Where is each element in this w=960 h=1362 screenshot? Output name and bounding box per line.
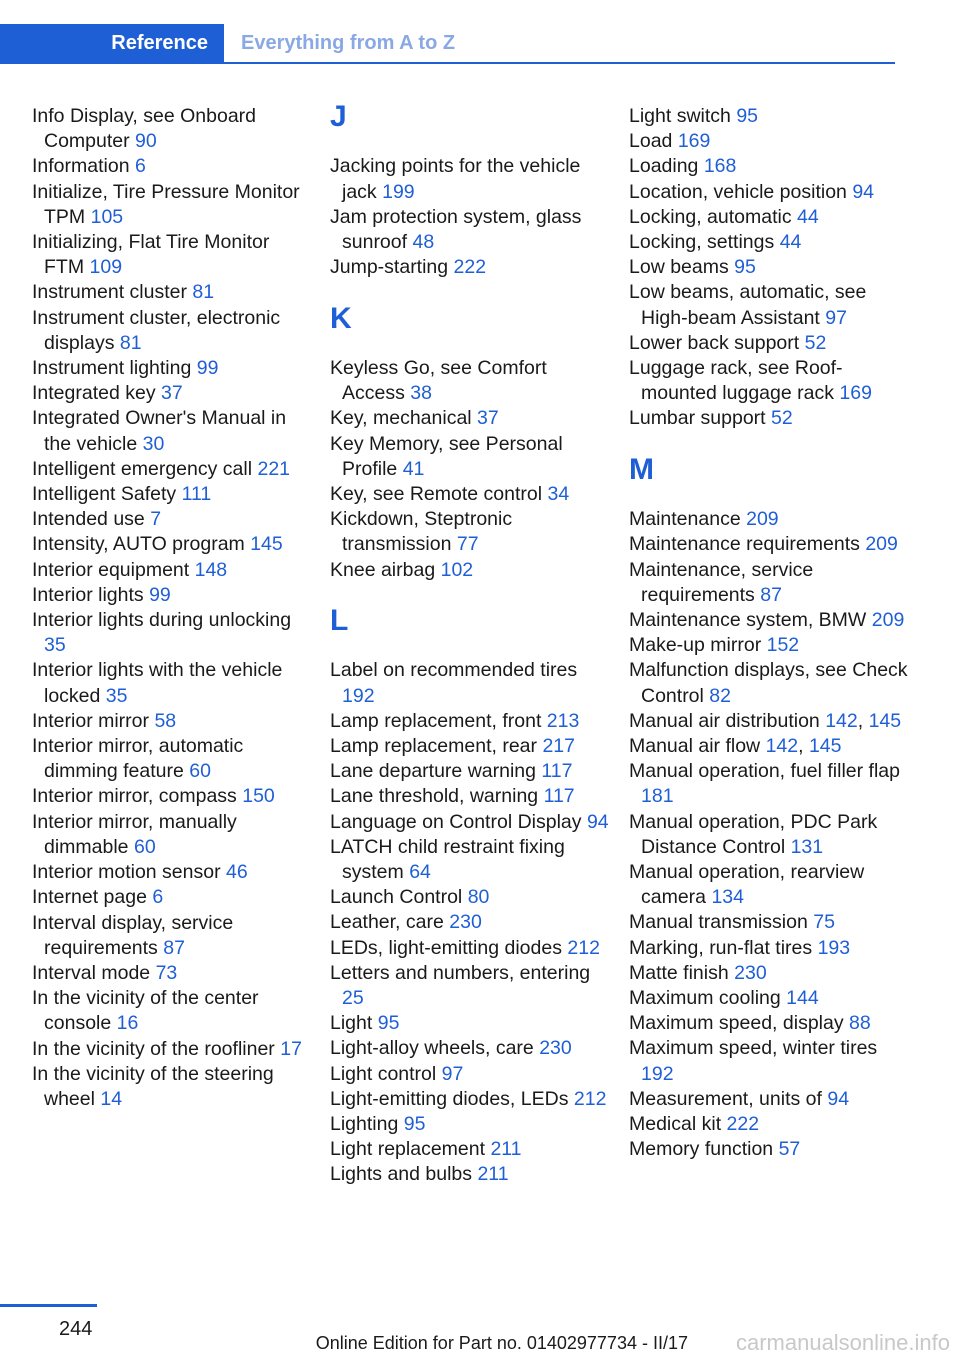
index-entry-text: Matte finish xyxy=(629,961,729,984)
index-entry xyxy=(32,180,312,230)
index-entry-text: Location, vehicle position xyxy=(629,180,847,203)
index-column-2 xyxy=(330,100,610,1188)
index-entry-text: Key Memory, see Personal Profile xyxy=(330,432,563,480)
index-entry xyxy=(32,457,312,482)
page-link[interactable]: 35 xyxy=(44,634,66,657)
index-entry-text: Key, mechanical xyxy=(330,407,472,430)
index-entry xyxy=(32,558,312,583)
page-link[interactable]: 209 xyxy=(746,508,779,531)
index-entry-text: LEDs, light-emitting diodes xyxy=(330,936,562,959)
index-entry-text: Maintenance requirements xyxy=(629,533,860,556)
index-entry-text: Internet page xyxy=(32,886,147,909)
index-entry-text: Interior lights during unlocking xyxy=(32,609,292,632)
page-link[interactable]: 73 xyxy=(155,961,178,984)
index-entry xyxy=(629,1087,909,1112)
index-entry xyxy=(629,205,909,230)
index-entry xyxy=(32,810,312,860)
page-link[interactable]: 152 xyxy=(766,634,800,657)
page-link[interactable]: 35 xyxy=(105,684,128,707)
index-entry-text: Manual operation, fuel filler flap xyxy=(629,760,900,783)
page-link[interactable]: 46 xyxy=(226,861,248,884)
index-entry xyxy=(330,658,610,708)
index-entry-text: Lane threshold, warning xyxy=(330,785,539,808)
page-link[interactable]: 117 xyxy=(541,760,573,783)
page-link[interactable]: 48 xyxy=(412,230,435,253)
index-entry-text: Measurement, units of xyxy=(629,1087,822,1110)
page-link[interactable]: 90 xyxy=(135,130,157,153)
index-entry xyxy=(330,1087,610,1112)
page-link[interactable]: 81 xyxy=(192,281,215,304)
index-entry xyxy=(330,810,610,835)
page-link[interactable]: 142 xyxy=(765,735,799,758)
index-entry-text: Keyless Go, see Comfort Access xyxy=(330,356,547,405)
index-entry-text: Locking, settings xyxy=(629,231,775,254)
index-entry-text: Maintenance, service requirements xyxy=(629,558,814,606)
index-entry-text: Maintenance system, BMW xyxy=(629,609,867,632)
page-link[interactable]: 221 xyxy=(257,457,291,480)
index-entry xyxy=(629,406,909,431)
edition-note: Online Edition for Part no. 01402977734 - II/17 xyxy=(315,1333,688,1353)
index-entry xyxy=(330,936,610,961)
index-entry xyxy=(330,1162,610,1187)
page-link[interactable]: 95 xyxy=(377,1012,400,1035)
page-link[interactable]: 16 xyxy=(116,1012,139,1035)
index-entry xyxy=(629,558,909,608)
index-entry-text: In the vicinity of the steering wheel xyxy=(32,1062,274,1110)
index-letter-heading: M xyxy=(629,452,654,486)
index-entry xyxy=(629,255,909,280)
index-entry xyxy=(629,129,909,154)
index-entry-text: In the vicinity of the roofliner xyxy=(32,1037,275,1060)
page-link[interactable]: 58 xyxy=(154,709,177,732)
page-link[interactable]: 217 xyxy=(542,734,575,757)
page-link[interactable]: 6 xyxy=(134,155,146,178)
index-entry xyxy=(32,104,312,154)
index-entry xyxy=(330,1011,610,1036)
page-link[interactable]: 131 xyxy=(790,835,824,858)
index-entry-text: Light xyxy=(330,1012,373,1035)
index-entry-text: Luggage rack, see Roof-mounted luggage rack xyxy=(629,357,843,405)
index-section xyxy=(330,603,610,1188)
page-link[interactable]: 134 xyxy=(711,886,744,909)
index-entry-text: Medical kit xyxy=(629,1113,722,1136)
page-link[interactable]: 211 xyxy=(490,1138,522,1161)
index-entry xyxy=(330,961,610,1011)
index-entry xyxy=(629,180,909,205)
page-link[interactable]: 57 xyxy=(778,1138,801,1161)
index-entry-text: Letters and numbers, entering xyxy=(330,961,591,984)
index-entry xyxy=(330,734,610,759)
index-entry-text: Lumbar support xyxy=(629,407,766,430)
page-link[interactable]: 44 xyxy=(779,231,802,254)
index-entry-text: Interior mirror, manually dimmable xyxy=(32,810,237,858)
index-entry-text: Memory function xyxy=(629,1138,774,1161)
index-entry xyxy=(330,709,610,734)
index-entry xyxy=(629,230,909,255)
page-link[interactable]: 145 xyxy=(868,709,902,732)
page-link[interactable]: 87 xyxy=(760,583,782,606)
index-entry-text: Interval display, service requirements xyxy=(32,911,234,959)
index-entry xyxy=(629,1112,909,1137)
index-entry: Manual air distribution 142, 145 xyxy=(629,709,902,732)
index-entry xyxy=(32,1062,312,1112)
index-entry xyxy=(32,1037,312,1062)
page-link[interactable]: 7 xyxy=(150,508,162,531)
index-entry-text: In the vicinity of the center console xyxy=(32,987,259,1035)
page-link[interactable]: 80 xyxy=(467,886,490,909)
index-entry-text: Initializing, Flat Tire Monitor FTM xyxy=(32,231,270,279)
index-entry xyxy=(330,885,610,910)
index-entry xyxy=(32,154,312,179)
page-link[interactable]: 192 xyxy=(342,684,375,707)
index-entry-text: Interior lights with the vehicle locked xyxy=(32,659,283,707)
page-link[interactable]: 14 xyxy=(100,1087,123,1110)
index-entry xyxy=(330,759,610,784)
page-link[interactable]: 97 xyxy=(441,1062,464,1085)
index-entry xyxy=(330,1137,610,1162)
index-entry xyxy=(629,658,909,708)
page-link[interactable]: 87 xyxy=(163,936,185,959)
index-section xyxy=(330,301,610,583)
page-link[interactable]: 6 xyxy=(152,886,164,909)
page-link[interactable]: 150 xyxy=(242,785,275,808)
page-link[interactable]: 144 xyxy=(786,987,819,1010)
page-link[interactable]: 169 xyxy=(677,130,711,153)
index-entry-text: Instrument cluster xyxy=(32,281,187,304)
page-link[interactable]: 230 xyxy=(449,911,482,934)
index-entry-text: Interior mirror, automatic dimming feature xyxy=(32,735,244,783)
index-entry-text: Interior lights xyxy=(32,583,144,606)
page-link[interactable]: 99 xyxy=(196,357,219,380)
index-entry-text: Information xyxy=(32,155,130,178)
index-entry-text: Maximum speed, display xyxy=(629,1012,844,1035)
page-link[interactable]: 17 xyxy=(280,1037,302,1060)
index-entry xyxy=(330,910,610,935)
index-entry-text: LATCH child restraint fixing system xyxy=(330,835,565,883)
index-entry xyxy=(32,356,312,381)
index-entry-text: Maximum cooling xyxy=(629,987,781,1010)
index-entry-text: Light control xyxy=(330,1062,437,1085)
page-link[interactable]: 181 xyxy=(641,785,674,808)
index-entry-text: Interior equipment xyxy=(32,558,190,581)
page-link[interactable]: 64 xyxy=(409,860,431,883)
page-link[interactable]: 82 xyxy=(709,684,731,707)
page-link[interactable]: 37 xyxy=(161,382,183,405)
index-section xyxy=(330,100,610,280)
page-link[interactable]: 148 xyxy=(194,558,228,581)
page-link[interactable]: 222 xyxy=(453,256,487,279)
index-entry xyxy=(330,784,610,809)
index-entry xyxy=(32,709,312,734)
index-entry-text: Interior motion sensor xyxy=(32,861,221,884)
index-entry xyxy=(32,532,312,557)
page-link[interactable]: 34 xyxy=(547,482,570,505)
index-entry xyxy=(32,986,312,1036)
index-entry-text: Make-up mirror xyxy=(629,634,762,657)
index-entry-text: Interval mode xyxy=(32,961,151,984)
index-entry-text: Kickdown, Steptronic transmission xyxy=(330,508,513,556)
page-link[interactable]: 168 xyxy=(703,155,737,178)
section-subtitle: Everything from A to Z xyxy=(241,31,456,54)
index-entry-text: Jacking points for the vehicle jack xyxy=(330,155,581,203)
index-entry-text: Intelligent emergency call xyxy=(32,457,253,480)
page-link[interactable]: 230 xyxy=(539,1037,572,1060)
index-entry-text: Light-alloy wheels, care xyxy=(330,1037,534,1060)
index-entry xyxy=(32,381,312,406)
index-entry-text: Key, see Remote control xyxy=(330,482,543,505)
index-entry-text: Lamp replacement, rear xyxy=(330,734,538,757)
index-entry xyxy=(32,306,312,356)
index-entry-text: Manual operation, rearview camera xyxy=(629,861,865,909)
index-letter-heading: J xyxy=(330,100,347,133)
page-link[interactable]: 192 xyxy=(641,1062,674,1085)
section-tab-reference[interactable]: Reference xyxy=(0,24,224,62)
index-entry xyxy=(330,835,610,885)
index-entry-text: Jam protection system, glass sunroof xyxy=(330,205,582,253)
index-entry xyxy=(330,482,610,507)
index-entry xyxy=(629,810,909,860)
index-entry xyxy=(330,1036,610,1061)
index-entry-text: Launch Control xyxy=(330,886,463,909)
index-entry xyxy=(330,1112,610,1137)
index-entry xyxy=(629,532,909,557)
index-entry-text: Intensity, AUTO program xyxy=(32,533,245,556)
index-entry xyxy=(629,986,909,1011)
page-link[interactable]: 230 xyxy=(734,961,767,984)
index-letter-heading: L xyxy=(330,603,349,637)
index-entry xyxy=(629,331,909,356)
index-entry xyxy=(32,608,312,658)
index-entry xyxy=(32,860,312,885)
index-entry xyxy=(330,432,610,482)
index-entry-text: Jump-starting xyxy=(330,256,449,279)
index-letter-heading: K xyxy=(330,301,352,335)
index-section xyxy=(32,104,312,1112)
page-link[interactable]: 209 xyxy=(865,533,898,556)
page-number: 244 xyxy=(59,1318,93,1340)
index-entry xyxy=(330,255,610,280)
page-link[interactable]: 60 xyxy=(133,835,156,858)
index-entry xyxy=(629,1036,909,1086)
index-entry-text: Label on recommended tires xyxy=(330,659,578,682)
index-entry-text: Initialize, Tire Pressure Monitor TPM xyxy=(32,180,300,228)
page-link[interactable]: 81 xyxy=(119,331,142,354)
index-entry xyxy=(629,104,909,129)
index-entry xyxy=(629,280,909,330)
index-entry xyxy=(629,1011,909,1036)
index-entry-text: Lower back support xyxy=(629,331,800,354)
index-entry-text: Low beams, automatic, see High-beam Assistant xyxy=(629,281,867,329)
page-header xyxy=(0,24,895,64)
index-entry xyxy=(32,961,312,986)
index-column-1 xyxy=(32,104,312,1112)
page-link[interactable]: 99 xyxy=(149,583,171,606)
page-link[interactable]: 193 xyxy=(817,936,851,959)
index-section xyxy=(629,104,909,432)
page-link[interactable]: 211 xyxy=(477,1163,509,1186)
index-entry-text: Integrated Owner's Manual in the vehicle xyxy=(32,407,287,455)
index-entry-text: Manual air distribution xyxy=(629,709,820,732)
index-entry xyxy=(32,507,312,532)
index-entry-text: Lighting xyxy=(330,1113,399,1135)
page-link[interactable]: 75 xyxy=(813,911,835,934)
watermark-logo: carmanualsonline.info xyxy=(735,1330,950,1355)
page-link[interactable]: 44 xyxy=(797,205,819,228)
index-entry xyxy=(330,406,610,431)
index-entry-text: Info Display, see Onboard Computer xyxy=(32,105,257,153)
page-link[interactable]: 52 xyxy=(804,331,827,354)
index-entry-text: Light replacement xyxy=(330,1138,486,1161)
index-entry: Manual air flow 142, 145 xyxy=(629,735,842,758)
index-entry-text: Lane departure warning xyxy=(330,760,536,783)
index-entry xyxy=(629,961,909,986)
page-link[interactable]: 30 xyxy=(142,432,165,455)
index-entry xyxy=(330,507,610,557)
index-entry xyxy=(330,205,610,255)
page-link[interactable]: 94 xyxy=(852,180,875,203)
page-link[interactable]: 212 xyxy=(567,936,600,959)
index-entry xyxy=(629,936,909,961)
index-entry-text: Manual transmission xyxy=(629,911,808,934)
page-link[interactable]: 169 xyxy=(839,382,872,405)
page-link[interactable]: 142 xyxy=(825,709,858,732)
page-link[interactable]: 199 xyxy=(382,180,415,203)
index-entry-text: Interior mirror xyxy=(32,709,150,732)
index-entry-text: Intended use xyxy=(32,508,145,531)
index-entry-text: Leather, care xyxy=(330,911,444,934)
page-link[interactable]: 209 xyxy=(871,609,905,632)
index-entry-text: Lamp replacement, front xyxy=(330,709,542,732)
index-entry-text: Marking, run-flat tires xyxy=(629,936,813,959)
index-entry-text: Loading xyxy=(629,155,699,178)
page-link[interactable]: 94 xyxy=(827,1087,850,1110)
index-entry-text: Malfunction displays, see Check Control xyxy=(629,659,908,707)
page-link[interactable]: 109 xyxy=(89,256,123,279)
index-entry-text: Light-emitting diodes, LEDs xyxy=(330,1087,569,1110)
index-entry-text: Instrument lighting xyxy=(32,357,192,380)
page-link[interactable]: 77 xyxy=(456,533,479,556)
page-link[interactable]: 41 xyxy=(402,457,425,480)
index-entry xyxy=(330,558,610,583)
page-link[interactable]: 95 xyxy=(403,1113,426,1135)
page-link[interactable]: 38 xyxy=(410,382,432,405)
index-entry xyxy=(32,734,312,784)
index-entry xyxy=(32,658,312,708)
page-link[interactable]: 97 xyxy=(825,306,847,329)
index-entry xyxy=(330,1062,610,1087)
page-link[interactable]: 111 xyxy=(181,483,212,506)
index-entry-text: Load xyxy=(629,130,673,153)
index-entry-text: Maximum speed, winter tires xyxy=(629,1037,878,1060)
page-link[interactable]: 117 xyxy=(543,785,575,808)
index-entry xyxy=(32,583,312,608)
index-entry-text: Light switch xyxy=(629,105,731,127)
index-entry xyxy=(629,154,909,179)
index-entry-text: Intelligent Safety xyxy=(32,483,177,506)
index-entry xyxy=(32,230,312,280)
index-entry xyxy=(629,507,909,532)
page-link[interactable]: 95 xyxy=(734,256,756,279)
index-entry xyxy=(330,356,610,406)
index-entry-text: Language on Control Display xyxy=(330,810,582,833)
index-entry-text: Knee airbag xyxy=(330,558,436,581)
index-entry xyxy=(629,860,909,910)
index-entry xyxy=(629,910,909,935)
index-section xyxy=(629,452,909,1163)
index-entry-text: Manual air flow xyxy=(629,735,761,758)
index-entry xyxy=(629,633,909,658)
index-entry xyxy=(32,885,312,910)
index-entry xyxy=(629,356,909,406)
index-entry-text: Locking, automatic xyxy=(629,205,792,228)
index-entry-text: Instrument cluster, electronic displays xyxy=(32,306,281,354)
page-link[interactable]: 213 xyxy=(546,709,580,732)
page-link[interactable]: 95 xyxy=(736,105,759,127)
index-column-3 xyxy=(629,104,909,1162)
index-entry xyxy=(629,608,909,633)
page-link[interactable]: 102 xyxy=(440,558,474,581)
index-entry-text: Integrated key xyxy=(32,382,156,405)
page-link[interactable]: 37 xyxy=(477,407,499,430)
index-entry-text: Maintenance xyxy=(629,508,741,531)
page-link[interactable]: 25 xyxy=(342,986,364,1009)
index-entry-text: Lights and bulbs xyxy=(330,1163,473,1186)
index-entry xyxy=(32,280,312,305)
page-link[interactable]: 145 xyxy=(808,735,842,758)
page-link[interactable]: 222 xyxy=(726,1113,760,1136)
page-link[interactable]: 212 xyxy=(573,1087,607,1110)
page-link[interactable]: 52 xyxy=(771,407,793,430)
index-entry xyxy=(629,1137,909,1162)
page-link[interactable]: 88 xyxy=(849,1012,871,1035)
index-entry xyxy=(32,406,312,456)
index-entry xyxy=(32,911,312,961)
index-entry-text: Low beams xyxy=(629,256,729,279)
index-entry xyxy=(330,154,610,204)
page-link[interactable]: 105 xyxy=(90,205,124,228)
footer-rule xyxy=(0,1304,97,1307)
page-link[interactable]: 145 xyxy=(250,533,283,556)
index-entry xyxy=(32,784,312,809)
index-entry xyxy=(32,482,312,507)
index-entry xyxy=(629,759,909,809)
page-link[interactable]: 94 xyxy=(586,810,609,833)
index-entry-text: Interior mirror, compass xyxy=(32,785,237,808)
index-entry-text: Manual operation, PDC Park Distance Control xyxy=(629,810,878,858)
page-link[interactable]: 60 xyxy=(189,760,211,783)
